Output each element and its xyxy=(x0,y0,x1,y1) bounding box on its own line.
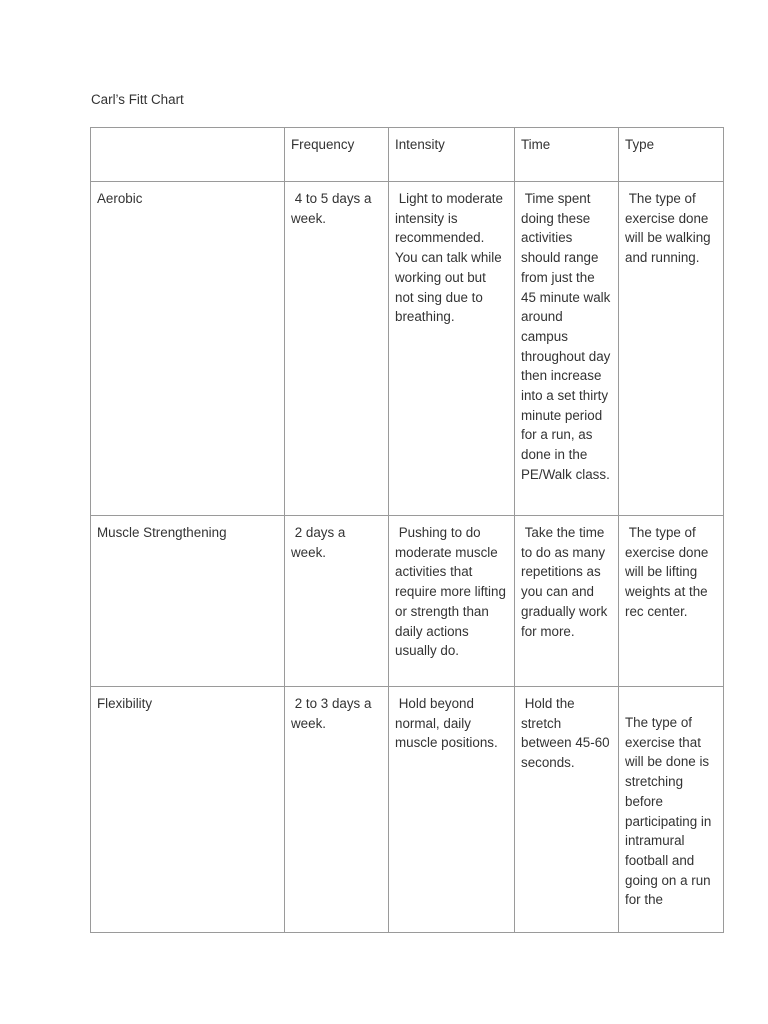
type-cell: The type of exercise that will be done is stretching before participating in intramural football and going on a run for the xyxy=(619,687,724,933)
time-cell: Hold the stretch between 45-60 seconds. xyxy=(515,687,619,933)
type-cell: The type of exercise done will be lifting weights at the rec center. xyxy=(619,516,724,687)
frequency-cell: 2 to 3 days a week. xyxy=(285,687,389,933)
type-cell: The type of exercise done will be walking and running. xyxy=(619,182,724,516)
row-category-cell: Flexibility xyxy=(91,687,285,933)
time-cell: Time spent doing these activities should range from just the 45 minute walk around campus throughout day then increase into a set thirty minute period for a run, as done in the PE/Walk class. xyxy=(515,182,619,516)
row-category-cell: Muscle Strengthening xyxy=(91,516,285,687)
header-cell-blank xyxy=(91,128,285,182)
table-row-aerobic xyxy=(91,182,724,516)
header-cell-time: Time xyxy=(515,128,619,182)
page-title: Carl’s Fitt Chart xyxy=(91,92,184,107)
frequency-cell: 2 days a week. xyxy=(285,516,389,687)
time-cell: Take the time to do as many repetitions as you can and gradually work for more. xyxy=(515,516,619,687)
table-row-muscle-strengthening xyxy=(91,516,724,687)
table-header-row xyxy=(91,128,724,182)
header-cell-intensity: Intensity xyxy=(389,128,515,182)
header-cell-frequency: Frequency xyxy=(285,128,389,182)
row-category-cell: Aerobic xyxy=(91,182,285,516)
intensity-cell: Hold beyond normal, daily muscle positions. xyxy=(389,687,515,933)
table-row-flexibility xyxy=(91,687,724,933)
frequency-cell: 4 to 5 days a week. xyxy=(285,182,389,516)
intensity-cell: Pushing to do moderate muscle activities that require more lifting or strength than daily actions usually do. xyxy=(389,516,515,687)
header-cell-type: Type xyxy=(619,128,724,182)
intensity-cell: Light to moderate intensity is recommended. You can talk while working out but not sing due to breathing. xyxy=(389,182,515,516)
fitt-table xyxy=(90,127,724,933)
